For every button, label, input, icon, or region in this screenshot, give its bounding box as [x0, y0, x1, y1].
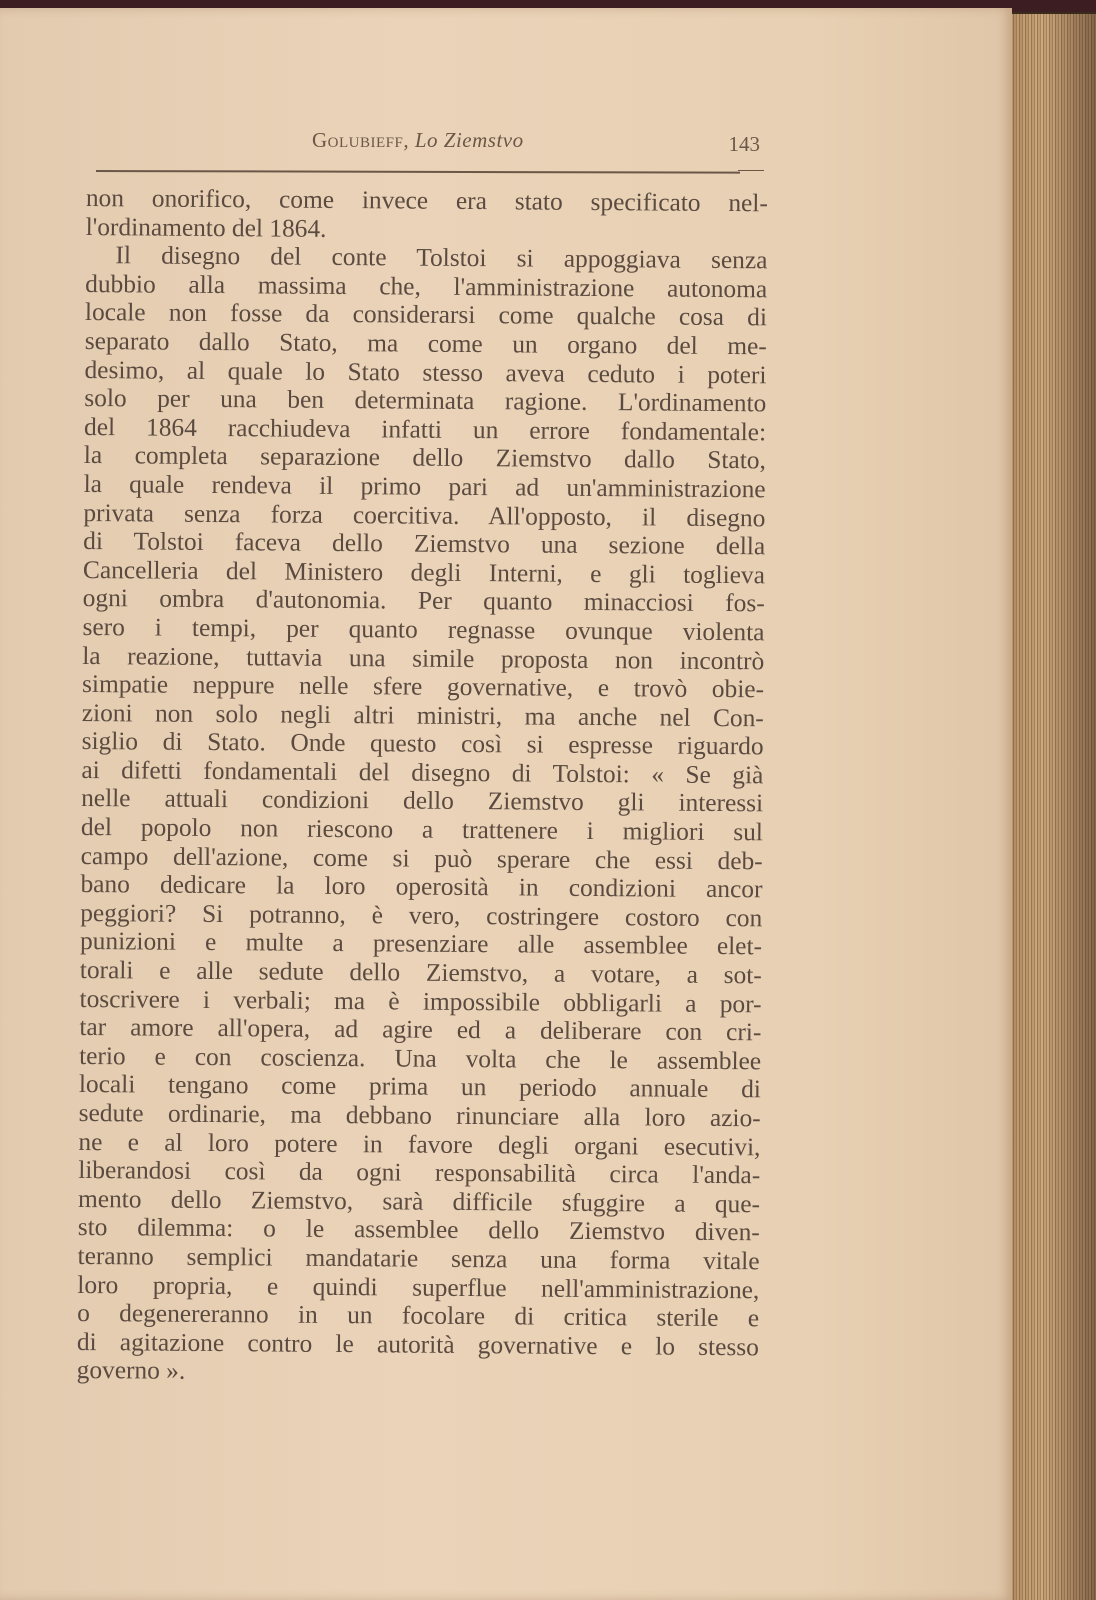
text-line: del 1864 racchiudeva infatti un errore fondamentale:	[83, 412, 767, 447]
text-line: torali e alle sedute dello Ziemstvo, a votare, a sot-	[79, 956, 762, 990]
text-line: Cancelleria del Ministero degli Interni, e gli toglieva	[82, 555, 766, 590]
page-number: 143	[728, 132, 760, 156]
running-head	[312, 128, 524, 153]
text-line: di agitazione contro le autorità governative e lo stesso	[76, 1327, 759, 1362]
text-line: non onorifico, come invece era stato specificato nel-	[85, 184, 768, 218]
text-line: nelle attuali condizioni dello Ziemstvo gli interessi	[81, 784, 764, 818]
header-author: Golubieff,	[312, 128, 410, 152]
text-line: ai difetti fondamentali del disegno di Tolstoi: « Se già	[81, 755, 764, 790]
text-line: l'ordinamento del 1864.	[85, 212, 327, 243]
body-text	[77, 184, 768, 1390]
text-line: desimo, al quale lo Stato stesso aveva ceduto i poteri	[84, 355, 767, 389]
text-line: o degenereranno in un focolare di critica sterile e	[77, 1299, 760, 1333]
header-title: Lo Ziemstvo	[414, 128, 524, 152]
text-line: tar amore all'opera, ad agire ed a deliberare con cri-	[79, 1013, 762, 1047]
running-header	[96, 128, 760, 164]
text-line: Il disegno del conte Tolstoi si appoggiava senza	[115, 241, 768, 275]
text-line: dubbio alla massima che, l'amministrazione autonoma	[85, 269, 768, 304]
text-line: campo dell'azione, come si può sperare che essi deb-	[80, 841, 763, 875]
text-line: governo ».	[76, 1356, 186, 1386]
text-line: siglio di Stato. Onde questo così si espresse riguardo	[81, 727, 764, 761]
text-line: privata senza forza coercitiva. All'opposto, il disegno	[83, 498, 766, 532]
text-line: di Tolstoi faceva dello Ziemstvo una sezione della	[83, 527, 766, 561]
text-line: del popolo non riescono a trattenere i migliori sul	[80, 813, 764, 847]
text-line: bano dedicare la loro operosità in condizioni ancor	[80, 870, 763, 904]
text-line: locale non fosse da considerarsi come qualche cosa di	[84, 298, 768, 332]
text-line: ne e al loro potere in favore degli organi esecutivi,	[78, 1127, 761, 1161]
text-line: simpatie neppure nelle sfere governative, e trovò obie-	[81, 670, 765, 704]
text-line: mento dello Ziemstvo, sarà difficile sfuggire a que-	[77, 1184, 761, 1219]
text-line: locali tengano come prima un periodo annuale di	[78, 1070, 762, 1104]
text-line: toscrivere i verbali; ma è impossibile obbligarli a por-	[79, 984, 762, 1018]
text-line: separato dallo Stato, ma come un organo del me-	[84, 326, 767, 361]
header-rule-tail	[738, 170, 764, 171]
text-line: terio e con coscienza. Una volta che le assemblee	[79, 1041, 762, 1076]
text-line: punizioni e multe a presenziare alle assemblee elet-	[79, 927, 763, 961]
text-line: sto dilemma: o le assemblee dello Ziemstvo diven-	[77, 1213, 760, 1247]
text-line: solo per una ben determinata ragione. L'ordinamento	[84, 384, 767, 418]
text-line: peggiori? Si potranno, è vero, costringere costoro con	[80, 898, 763, 933]
text-line: zioni non solo negli altri ministri, ma anche nel Con-	[81, 698, 764, 733]
text-line: la reazione, tuttavia una simile proposta non incontrò	[82, 641, 765, 675]
text-line: ogni ombra d'autonomia. Per quanto minacciosi fos-	[82, 584, 765, 618]
text-line: loro propria, e quindi superflue nell'amministrazione,	[77, 1270, 760, 1304]
page-edges-shade	[1008, 14, 1096, 1600]
text-line: la quale rendeva il primo pari ad un'amministrazione	[83, 469, 766, 504]
text-line: sedute ordinarie, ma debbano rinunciare alla loro azio-	[78, 1098, 761, 1133]
text-line: sero i tempi, per quanto regnasse ovunque violenta	[82, 612, 765, 647]
text-line: teranno semplici mandatarie senza una forma vitale	[77, 1241, 760, 1276]
text-line: la completa separazione dello Ziemstvo dallo Stato,	[83, 441, 766, 475]
text-line: liberandosi così da ogni responsabilità circa l'anda-	[78, 1156, 761, 1190]
